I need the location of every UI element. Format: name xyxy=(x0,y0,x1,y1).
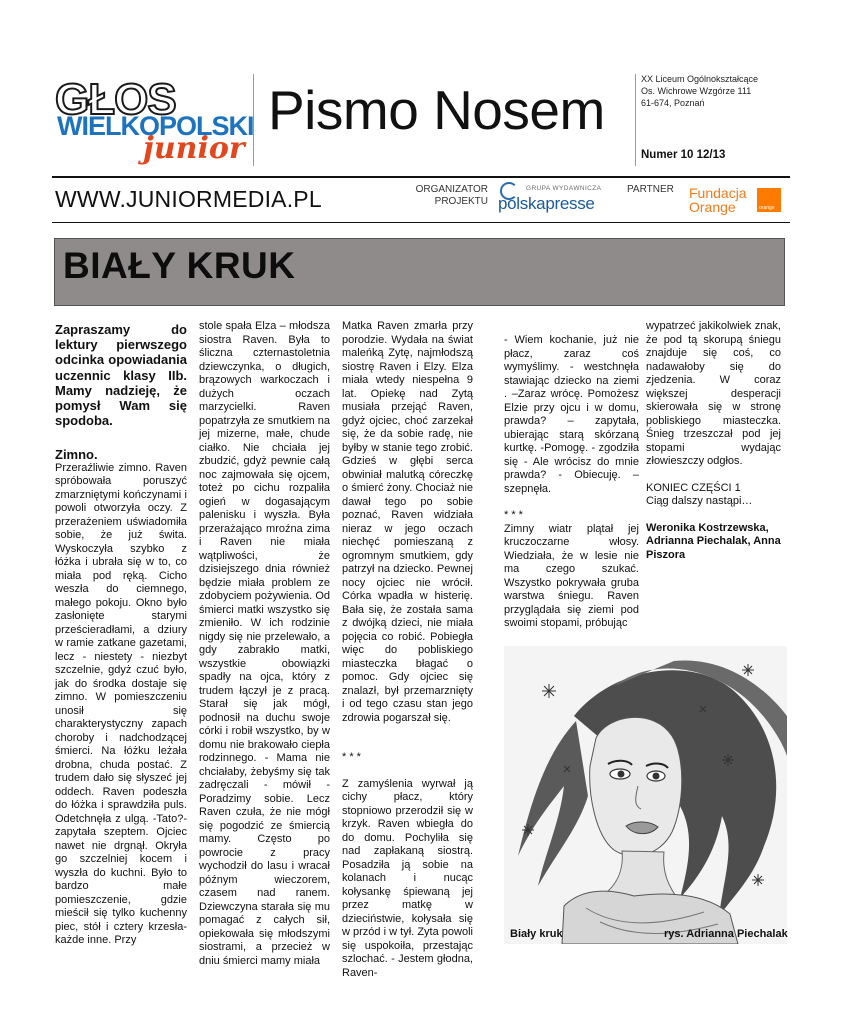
article-paragraph: Matka Raven zmarła przy porodzie. Wydała na świat maleńką Zytę, najmłodszą siostrę Raven i Elzy. Elza miała wtedy niespełna 9 lat. Opiekę nad Zytą musiała przejąć Raven, gdyż ojciec, choć zarzekał się, że da sobie radę, nie byłby w stanie tego zrobić. Gdzieś w głębi serca obwiniał malutką córeczkę o śmierć żony. Chociaż nie dawał tego po sobie poznać, Raven widziała nieraz w jego oczach niechęć pomieszaną z ogromnym smutkiem, gdy patrzył na dziecko. Pewnej nocy ojciec nie wrócił. Córka wpadła w histerię. Bała się, że została sama z dwójką dzieci, nie miała pojęcia co robić. Pobiegła więc do pobliskiego miasteczka błagać o pomoc. Gdy ojciec się znalazł, był przemarznięty i od tego czasu stan jego zdrowia pogarszał się. xyxy=(342,320,473,724)
end-note: KONIEC CZĘŚCI 1 xyxy=(646,481,741,494)
article-paragraph: - Wiem kochanie, już nie płacz, zaraz coś wymyślimy. - westchnęła stawiając dziecko na ziemi . –Zaraz wrócę. Pomożesz Elzie przy ojcu i w domu, prawda? – zapytała, ubierając starą skórzaną kurtkę. -Pomogę. - zgodziła się - Ale wrócisz do mnie prawda? - Obiecuję. –szepnęła. xyxy=(504,334,639,495)
website-link[interactable]: WWW.JUNIORMEDIA.PL xyxy=(55,186,322,212)
article-paragraph: wypatrzeć jakikolwiek znak, że pod tą skorupą śniegu znajduje się coś, co nadawałoby się do zjedzenia. W coraz większej desperacji skierowała się w stronę pobliskiego miasteczka. Śnieg trzeszczał pod jej stopami wydając złowieszczy odgłos. xyxy=(646,320,781,467)
illustration-credit: rys. Adrianna Piechalak xyxy=(664,928,788,940)
article-column-5 xyxy=(646,320,781,562)
polskapresse-name: polskapresse xyxy=(498,194,595,213)
illustration-girl-drawing xyxy=(504,646,787,944)
masthead-divider xyxy=(635,74,636,166)
article-column-1 xyxy=(55,322,187,948)
article-paragraph: Zimny wiatr plątał jej kruczoczarne włosy. Wiedziała, że w lesie nie ma czego szukać. Wszystko pokrywała gruba warstwa śniegu. Raven przyglądała się ziemi pod swoimi stopami, próbując xyxy=(504,522,639,629)
masthead-bottom-rule xyxy=(52,222,790,223)
partner-label: PARTNER xyxy=(627,184,674,195)
glos-wielkopolski-junior-logo xyxy=(55,75,254,180)
article-column-2 xyxy=(199,320,330,968)
article-column-4 xyxy=(504,334,639,631)
article-paragraph: Przeraźliwie zimno. Raven spróbowała poruszyć zmarzniętymi kończynami i powoli otworzyła oczy. Z przerażeniem uświadomiła sobie, że już świta. Wyskoczyła szybko z łóżka i ubrała się w to, co miała pod ręką. Cicho weszła do ciemnego, małego pokoju. Okno było zasłonięte starymi prześcieradłami, a dziury w ramie zatkane gazetami, lecz - niestety - niezbyt szczelnie, gdyż czuć było, jak do środka dostaje się zimno. W pomieszczeniu unosił się charakterystyczny zapach choroby i nadchodzącej śmierci. Na łóżku leżała drobna, chuda postać. Z trudem dało się słyszeć jej oddech. Raven podeszła do łóżka i sprawdziła puls. Odetchnęła z ulgą. -Tato?- zapytała szeptem. Ojciec nawet nie drgnął. Okryła go szczelniej kocem i wyszła do kuchni. Było to bardzo małe pomieszczenie, gdzie mieścił się tylko kuchenny piec, stół i cztery krzesła- każde inne. Przy xyxy=(55,461,187,947)
headline-box xyxy=(54,238,785,306)
continuation-note: Ciąg dalszy nastąpi… xyxy=(646,495,753,507)
address-line: 61-674, Poznań xyxy=(641,98,705,108)
polskapresse-logo xyxy=(498,182,602,216)
article-authors: Weronika Kostrzewska, Adrianna Piechalak, Anna Piszora xyxy=(646,521,781,561)
logo-glos-text: GŁOS xyxy=(55,75,176,124)
masthead-divider xyxy=(253,74,254,166)
issue-number: Numer 10 12/13 xyxy=(641,149,726,161)
illustration-caption: Biały kruk xyxy=(510,928,563,940)
logo-junior-text: junior xyxy=(143,131,245,166)
newspaper-title: Pismo Nosem xyxy=(268,79,605,141)
section-separator: * * * xyxy=(504,509,523,521)
organizer-label-line: PROJEKTU xyxy=(434,196,488,207)
fundacja-text: Fundacja xyxy=(689,185,747,201)
article-paragraph: stole spała Elza – młodsza siostra Raven. Była to śliczna czternastoletnia dziewczynka, o długich, brązowych warkoczach i dużych oczach marzycielki. Raven popatrzyła ze smutkiem na jej mizerne, małe, chude ciałko. Nie chciała jej zbudzić, gdyż pewnie całą noc zajmowała się ojcem, toteż po cichu rozpaliła ogień w dogasającym palenisku i wyszła. Była przerażająco mroźna zima i Raven nie miała wątpliwości, że dzisiejszego dnia również będzie miała problem ze zdobyciem pożywienia. Od śmierci matki wszystko się zmieniło. W ich rodzinie nigdy się nie przelewało, a gdy zabrakło matki, wszystkie obowiązki spadły na ojca, który z trudem łączył je z pracą. Starał się jak mógł, podnosił na duchu swoje córki i robił wszystko, by w domu nie brakowało ciepła rodzinnego. - Mama nie chciałaby, żebyśmy się tak zadręczali - mówił - Poradzimy sobie. Lecz Raven czuła, że nie mógł się pogodzić ze śmiercią mamy. Często po powrocie z pracy wychodził do lasu i wracał późnym wieczorem, czasem nad ranem. Dziewczyna starała się mu pomagać z całych sił, opiekowała się młodszymi siostrami, a przecież w dniu śmierci mamy miała xyxy=(199,320,330,967)
article-paragraph: Z zamyślenia wyrwał ją cichy płacz, który stopniowo przerodził się w krzyk. Raven wbiegła do do domu. Pochyliła się nad zapłakaną siostrą. Posadziła ją sobie na kolanach i nucąc kołysankę śpiewaną jej przez matkę w dzieciństwie, kołysała się w przód i w tył. Zyta powoli się uspokoiła, przestając szlochać. - Jestem głodna, Raven- xyxy=(342,777,473,979)
section-separator: * * * xyxy=(342,751,361,763)
logo-wielkopolski-text: WIELKOPOLSKI xyxy=(57,111,254,141)
article-headline: BIAŁY KRUK xyxy=(63,245,296,286)
article-lead: Zapraszamy do lektury pierwszego odcinka opowiadania uczennic klasy IIb. Mamy nadzieję, że pomysł Wam się spodoba. xyxy=(55,322,187,429)
orange-text: Orange xyxy=(689,199,736,215)
article-column-3 xyxy=(342,320,473,980)
address-line: Os. Wichrowe Wzgórze 111 xyxy=(641,86,752,96)
organizer-label-line: ORGANIZATOR xyxy=(415,184,488,195)
top-rule xyxy=(52,176,790,178)
fundacja-orange-logo xyxy=(689,186,747,214)
polskapresse-group-text: GRUPA WYDAWNICZA xyxy=(526,185,602,192)
orange-badge-text: orange xyxy=(759,205,775,211)
organizer-label xyxy=(400,184,488,208)
address-line: XX Liceum Ogólnokształcące xyxy=(641,74,759,84)
school-address xyxy=(641,73,758,109)
section-subheading: Zimno. xyxy=(55,447,98,463)
orange-square-icon xyxy=(757,188,781,212)
